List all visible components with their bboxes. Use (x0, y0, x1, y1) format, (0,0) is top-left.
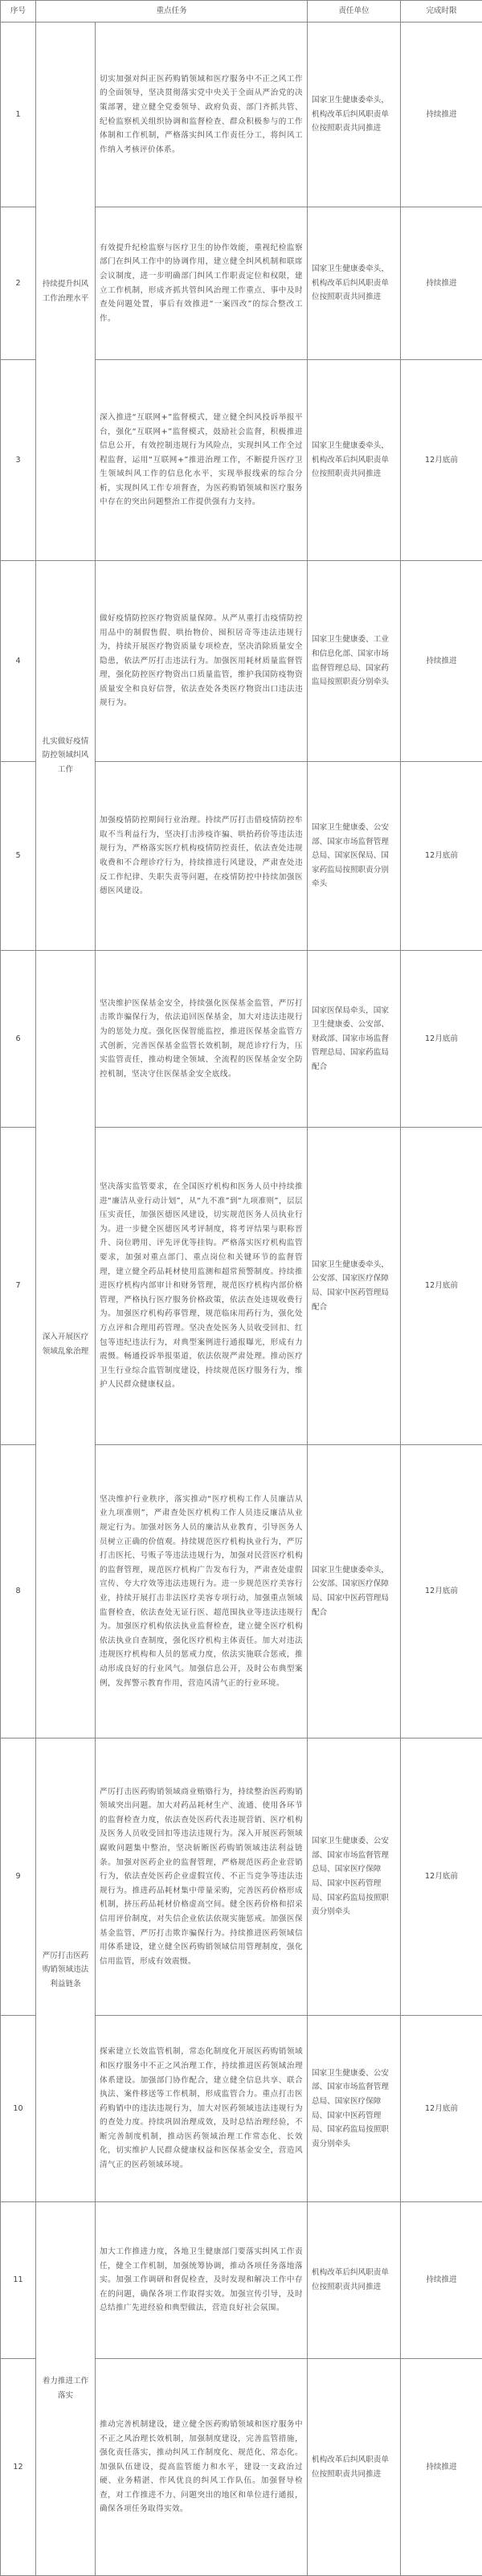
row-number: 4 (1, 561, 36, 762)
time-cell: 12月底前 (401, 762, 482, 951)
unit-cell: 机构改革后纠风职责单位按照职责共同推进 (308, 2359, 401, 2576)
time-cell: 12月底前 (401, 951, 482, 1128)
row-number: 2 (1, 207, 36, 360)
time-cell: 持续推进 (401, 2202, 482, 2359)
header-no: 序号 (1, 1, 36, 23)
unit-cell: 国家卫生健康委、公安部、国家市场监督管理总局、国家医疗保障局、国家中医药管理局、国家药监局按照职责分别牵头 (308, 2016, 401, 2202)
table-row (1, 561, 482, 762)
task-cell: 坚决落实监管要求，在全国医疗机构和医务人员中持续推进“廉洁从业行动计划”，从“九不准”到“九项准则”，层层压实责任，加强医德医风建设，切实规范医务人员执业行为。进一步健全医德医风考评制度，将考评结果与职称晋升、岗位聘用、评先评优等挂钩。严格落实医疗机构监管要求，加强对重点部门、重点岗位和关键环节的监督管理，建立健全药品耗材使用监测和超常预警制度。持续推进医疗机构内部审计和财务管理，规范医疗机构内部价格管理，严格执行医疗服务价格政策，依法查处违规收费行为。加强医疗机构药事管理，规范临床用药行为，强化处方点评和合理用药管理。坚决查处医务人员收受回扣、红包等违纪违法行为，对典型案例进行通报曝光，形成有力震慑。畅通投诉举报渠道，依法依规严肃处理。推动医疗卫生行业综合监管制度建设，持续规范医疗服务行为，维护人民群众健康权益。 (96, 1128, 308, 1445)
unit-cell: 国家卫生健康委、公安部、国家市场监督管理总局、国家医疗保障局、国家中医药管理局、国家药监局按照职责分别牵头 (308, 1738, 401, 2016)
unit-cell: 机构改革后纠风职责单位按照职责共同推进 (308, 2202, 401, 2359)
row-number: 1 (1, 23, 36, 207)
time-cell: 12月底前 (401, 1128, 482, 1445)
category-cell: 着力推进工作落实 (36, 2202, 96, 2576)
category-cell: 严厉打击医药购销领域违法利益链条 (36, 1738, 96, 2202)
task-cell: 坚决维护医保基金安全，持续强化医保基金监管，严厉打击欺诈骗保行为，依法追回医保基金，加大对违法违规行为的惩处力度。强化医保智能监控，推进医保基金监管方式创新，完善医保基金监管长效机制，规范诊疗行为，压实监管责任，推动构建全领域、全流程的医保基金安全防控机制，坚决守住医保基金安全底线。 (96, 951, 308, 1128)
unit-cell: 国家卫生健康委、工业和信息化部、国家市场监督管理总局、国家药监局按照职责分别牵头 (308, 561, 401, 762)
category-cell: 扎实做好疫情防控领域纠风工作 (36, 561, 96, 951)
time-cell: 12月底前 (401, 1445, 482, 1738)
task-cell: 切实加强对纠正医药购销领域和医疗服务中不正之风工作的全面领导，坚决贯彻落实党中央关于全面从严治党的决策部署，建立健全党委领导、政府负责、部门齐抓共管、纪检监察机关组织协调和监督检查、群众积极参与的工作体制和工作机制，严格落实纠风工作责任分工，将纠风工作纳入考核评价体系。 (96, 23, 308, 207)
unit-cell: 国家卫生健康委牵头，机构改革后纠风职责单位按照职责共同推进 (308, 23, 401, 207)
header-time: 完成时限 (401, 1, 482, 23)
row-number: 3 (1, 360, 36, 561)
task-cell: 探索建立长效监管机制，常态化制度化开展医药购销领域和医疗服务中不正之风治理工作，持续推进医药领域治理体系建设。加强部门协作配合，建立健全信息共享、联合执法、案件移送等工作机制，形成监管合力。重点打击医药购销中的违法违规行为，加大对医药领域违法违规行为的查处力度。持续巩固治理成效，及时总结治理经验，不断完善制度机制，推动医药领域治理工作常态化、长效化，切实维护人民群众健康权益和医保基金安全，营造风清气正的医药领域环境。 (96, 2016, 308, 2202)
unit-cell: 国家卫生健康委牵头，机构改革后纠风职责单位按照职责共同推进 (308, 360, 401, 561)
unit-cell: 国家卫生健康委牵头，机构改革后纠风职责单位按照职责共同推进 (308, 207, 401, 360)
unit-cell: 国家卫生健康委牵头，公安部、国家医疗保障局、国家中医药管理局配合 (308, 1445, 401, 1738)
task-cell: 严厉打击医药购销领域商业贿赂行为，持续整治医药购销领域突出问题。加大对药品耗材生产、流通、使用各环节的监督检查力度，依法查处医药代表违规营销、医疗机构及医务人员收受回扣等违法违规行为。深入开展医药领域腐败问题集中整治，坚决斩断医药购销领域违法利益链条。加强对医药企业的监督管理，严格规范医药企业营销行为，依法查处医药企业虚假宣传、不正当竞争等违法违规行为。推进药品耗材集中带量采购，完善医药价格形成机制，挤压药品耗材价格虚高空间。健全医药价格和招采信用评价制度，对失信企业依法依规实施惩戒。加强医保基金监管，严厉打击欺诈骗保行为。持续推进医药领域信用体系建设，建立健全医药购销领域信用管理制度，强化信用监管，形成有效震慑。 (96, 1738, 308, 2016)
time-cell: 持续推进 (401, 23, 482, 207)
time-cell: 12月底前 (401, 360, 482, 561)
task-cell: 加大工作推进力度，各地卫生健康部门要落实纠风工作责任，健全工作机制，加强统筹协调，推动各项任务落地落实。加强工作调研和督促检查，及时发现和解决工作中存在的问题，确保各项工作取得实效。加强宣传引导，及时总结推广先进经验和典型做法，营造良好社会氛围。 (96, 2202, 308, 2359)
table-row (1, 23, 482, 207)
row-number: 5 (1, 762, 36, 951)
time-cell: 12月底前 (401, 2016, 482, 2202)
row-number: 7 (1, 1128, 36, 1445)
unit-cell: 国家医保局牵头，国家卫生健康委、公安部、财政部、国家市场监督管理总局、国家药监局配合 (308, 951, 401, 1128)
task-cell: 做好疫情防控医疗物资质量保障。从严从重打击疫情防控用品中的制假售假、哄抬物价、囤积居奇等违法违规行为，持续开展医疗物资质量专项检查，坚决消除质量安全隐患，依法严厉打击违法行为。加强医用耗材质量监督管理，强化防控医疗物资出口质量监管，维护我国防疫物资质量安全和良好信誉，依法查处各类医疗物资出口违法违规行为。 (96, 561, 308, 762)
row-number: 12 (1, 2359, 36, 2576)
table-row (1, 1738, 482, 2016)
category-cell: 深入开展医疗领域乱象治理 (36, 951, 96, 1738)
row-number: 6 (1, 951, 36, 1128)
time-cell: 持续推进 (401, 561, 482, 762)
table-row (1, 2202, 482, 2359)
task-cell: 推动完善机制建设，建立健全医药购销领域和医疗服务中不正之风治理长效机制，加强制度建设，完善监管措施，强化责任落实，推动纠风工作制度化、规范化、常态化。加强队伍建设，提高监管能力和水平，建设一支政治过硬、业务精湛、作风优良的纠风工作队伍。加强督导检查，对工作推进不力、问题突出的地区和单位进行通报，确保各项任务取得实效。 (96, 2359, 308, 2576)
row-number: 10 (1, 2016, 36, 2202)
row-number: 9 (1, 1738, 36, 2016)
time-cell: 持续推进 (401, 207, 482, 360)
task-cell: 加强疫情防控期间行业治理。持续严厉打击借疫情防控牟取不当利益行为，坚决打击涉疫诈骗、哄抬药价等违法违规行为，严格落实医疗机构疫情防控责任，依法查处违规收费和不合理诊疗行为，持续推进行风建设，严肃查处违反工作纪律、失职失责等问题，在疫情防控中持续加强医德医风建设。 (96, 762, 308, 951)
header-unit: 责任单位 (308, 1, 401, 23)
task-cell: 坚决维护行业秩序，落实推动“医疗机构工作人员廉洁从业九项准则”，严肃查处医疗机构工作人员违反廉洁从业规定行为。加强对医务人员的廉洁从业教育，引导医务人员树立正确的价值观。持续规范医疗机构执业行为，严厉打击医托、号贩子等违法违规行为，加强对民营医疗机构的监督管理，规范医疗机构广告发布行为，严肃查处虚假宣传、夸大疗效等违法违规行为。进一步规范医疗美容行业，持续开展打击非法医疗美容专项行动，加强重点领域监督检查，依法查处无证行医、超范围执业等违法违规行为。加强医疗机构依法执业监督检查，建立健全医疗机构依法执业自查制度，强化医疗机构主体责任。加大对违法违规医疗机构和人员的惩戒力度，依法实施联合惩戒，推动形成良好的行业风气。加强信息公开，及时公布典型案例，发挥警示教育作用，营造风清气正的行业环境。 (96, 1445, 308, 1738)
category-cell: 持续提升纠风工作治理水平 (36, 23, 96, 561)
time-cell: 12月底前 (401, 1738, 482, 2016)
time-cell: 持续推进 (401, 2359, 482, 2576)
header-task: 重点任务 (36, 1, 308, 23)
row-number: 8 (1, 1445, 36, 1738)
unit-cell: 国家卫生健康委、公安部、国家市场监督管理总局、国家医保局、国家药监局按照职责分别牵头 (308, 762, 401, 951)
unit-cell: 国家卫生健康委牵头，公安部、国家医疗保障局、国家中医药管理局配合 (308, 1128, 401, 1445)
header-row (1, 1, 482, 23)
row-number: 11 (1, 2202, 36, 2359)
task-cell: 深入推进“互联网+”监督模式，建立健全纠风投诉举报平台，强化“互联网+”监督模式，鼓励社会监督，积极推进信息公开，有效控制违规行为风险点，实现纠风工作全过程监督，运用“互联网+”推进治理工作，不断提升医疗卫生领域纠风工作的信息化水平，实现举报线索的综合分析，实现纠风工作专项督查，为医药购销领域和医疗服务中存在的突出问题整治工作提供强有力支持。 (96, 360, 308, 561)
task-cell: 有效提升纪检监察与医疗卫生的协作效能，重视纪检监察部门在纠风工作中的协调作用，建立健全纠风机制和联席会议制度，进一步明确部门纠风工作职责定位和权限，建立工作机制，形成齐抓共管纠风治理工作重点、事中及时查处问题处置，事后有效推进“一案四改”的综合整改工作。 (96, 207, 308, 360)
table-row (1, 951, 482, 1128)
